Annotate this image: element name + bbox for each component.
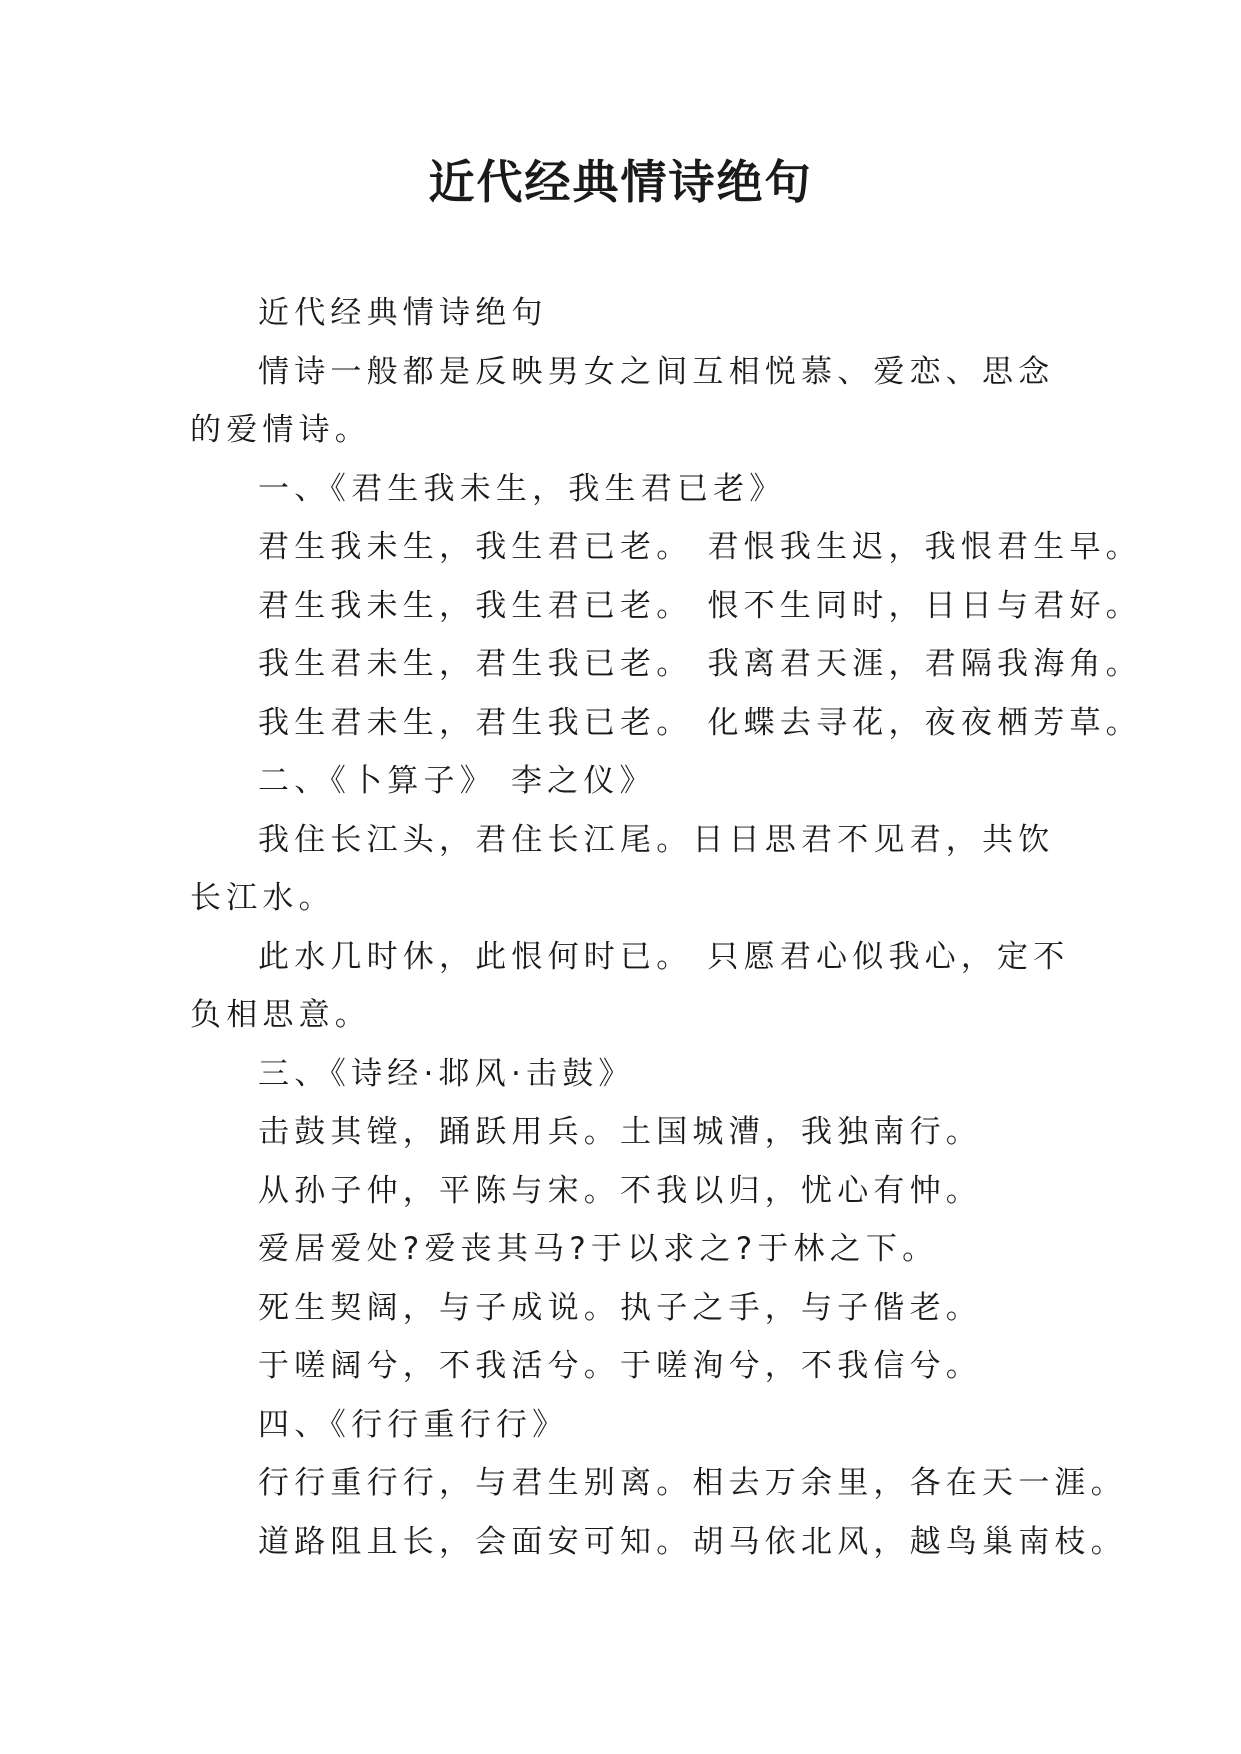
poem-line: 于嗟阔兮，不我活兮。于嗟洵兮，不我信兮。 — [258, 1348, 982, 1384]
document-title: 近代经典情诗绝句 — [428, 155, 813, 209]
section-heading-3: 三、《诗经·邶风·击鼓》 — [258, 1055, 635, 1092]
poem-line: 从孙子仲，平陈与宋。不我以归，忧心有忡。 — [258, 1172, 982, 1209]
poem-line: 此水几时休，此恨何时已。 只愿君心似我心，定不负相思意。 — [190, 938, 1070, 1033]
paragraph-intro: 情诗一般都是反映男女之间互相悦慕、爱恋、思念的爱情诗。 — [190, 353, 1055, 448]
poem-line: 击鼓其镗，踊跃用兵。土国城漕，我独南行。 — [258, 1114, 982, 1150]
poem-line: 我住长江头，君住长江尾。日日思君不见君，共饮长江水。 — [190, 821, 1055, 916]
paragraph-heading: 近代经典情诗绝句 — [258, 295, 548, 331]
section-heading-1: 一、《君生我未生，我生君已老》 — [258, 470, 786, 507]
poem-line: 君生我未生，我生君已老。 恨不生同时，日日与君好。 — [258, 587, 1142, 624]
section-heading-2: 二、《卜算子》 李之仪》 — [258, 763, 656, 799]
poem-line: 爱居爱处?爱丧其马?于以求之?于林之下。 — [258, 1231, 939, 1267]
poem-line: 我生君未生，君生我已老。 我离君天涯，君隔我海角。 — [258, 646, 1142, 682]
section-heading-4: 四、《行行重行行》 — [258, 1406, 569, 1443]
document-body — [190, 284, 1142, 1571]
poem-line: 君生我未生，我生君已老。 君恨我生迟，我恨君生早。 — [258, 529, 1142, 565]
poem-line: 我生君未生，君生我已老。 化蝶去寻花，夜夜栖芳草。 — [258, 704, 1142, 741]
poem-line: 道路阻且长，会面安可知。胡马依北风，越鸟巢南枝。 — [258, 1523, 1127, 1560]
poem-line: 死生契阔，与子成说。执子之手，与子偕老。 — [258, 1289, 982, 1326]
poem-line: 行行重行行，与君生别离。相去万余里，各在天一涯。 — [258, 1465, 1127, 1501]
